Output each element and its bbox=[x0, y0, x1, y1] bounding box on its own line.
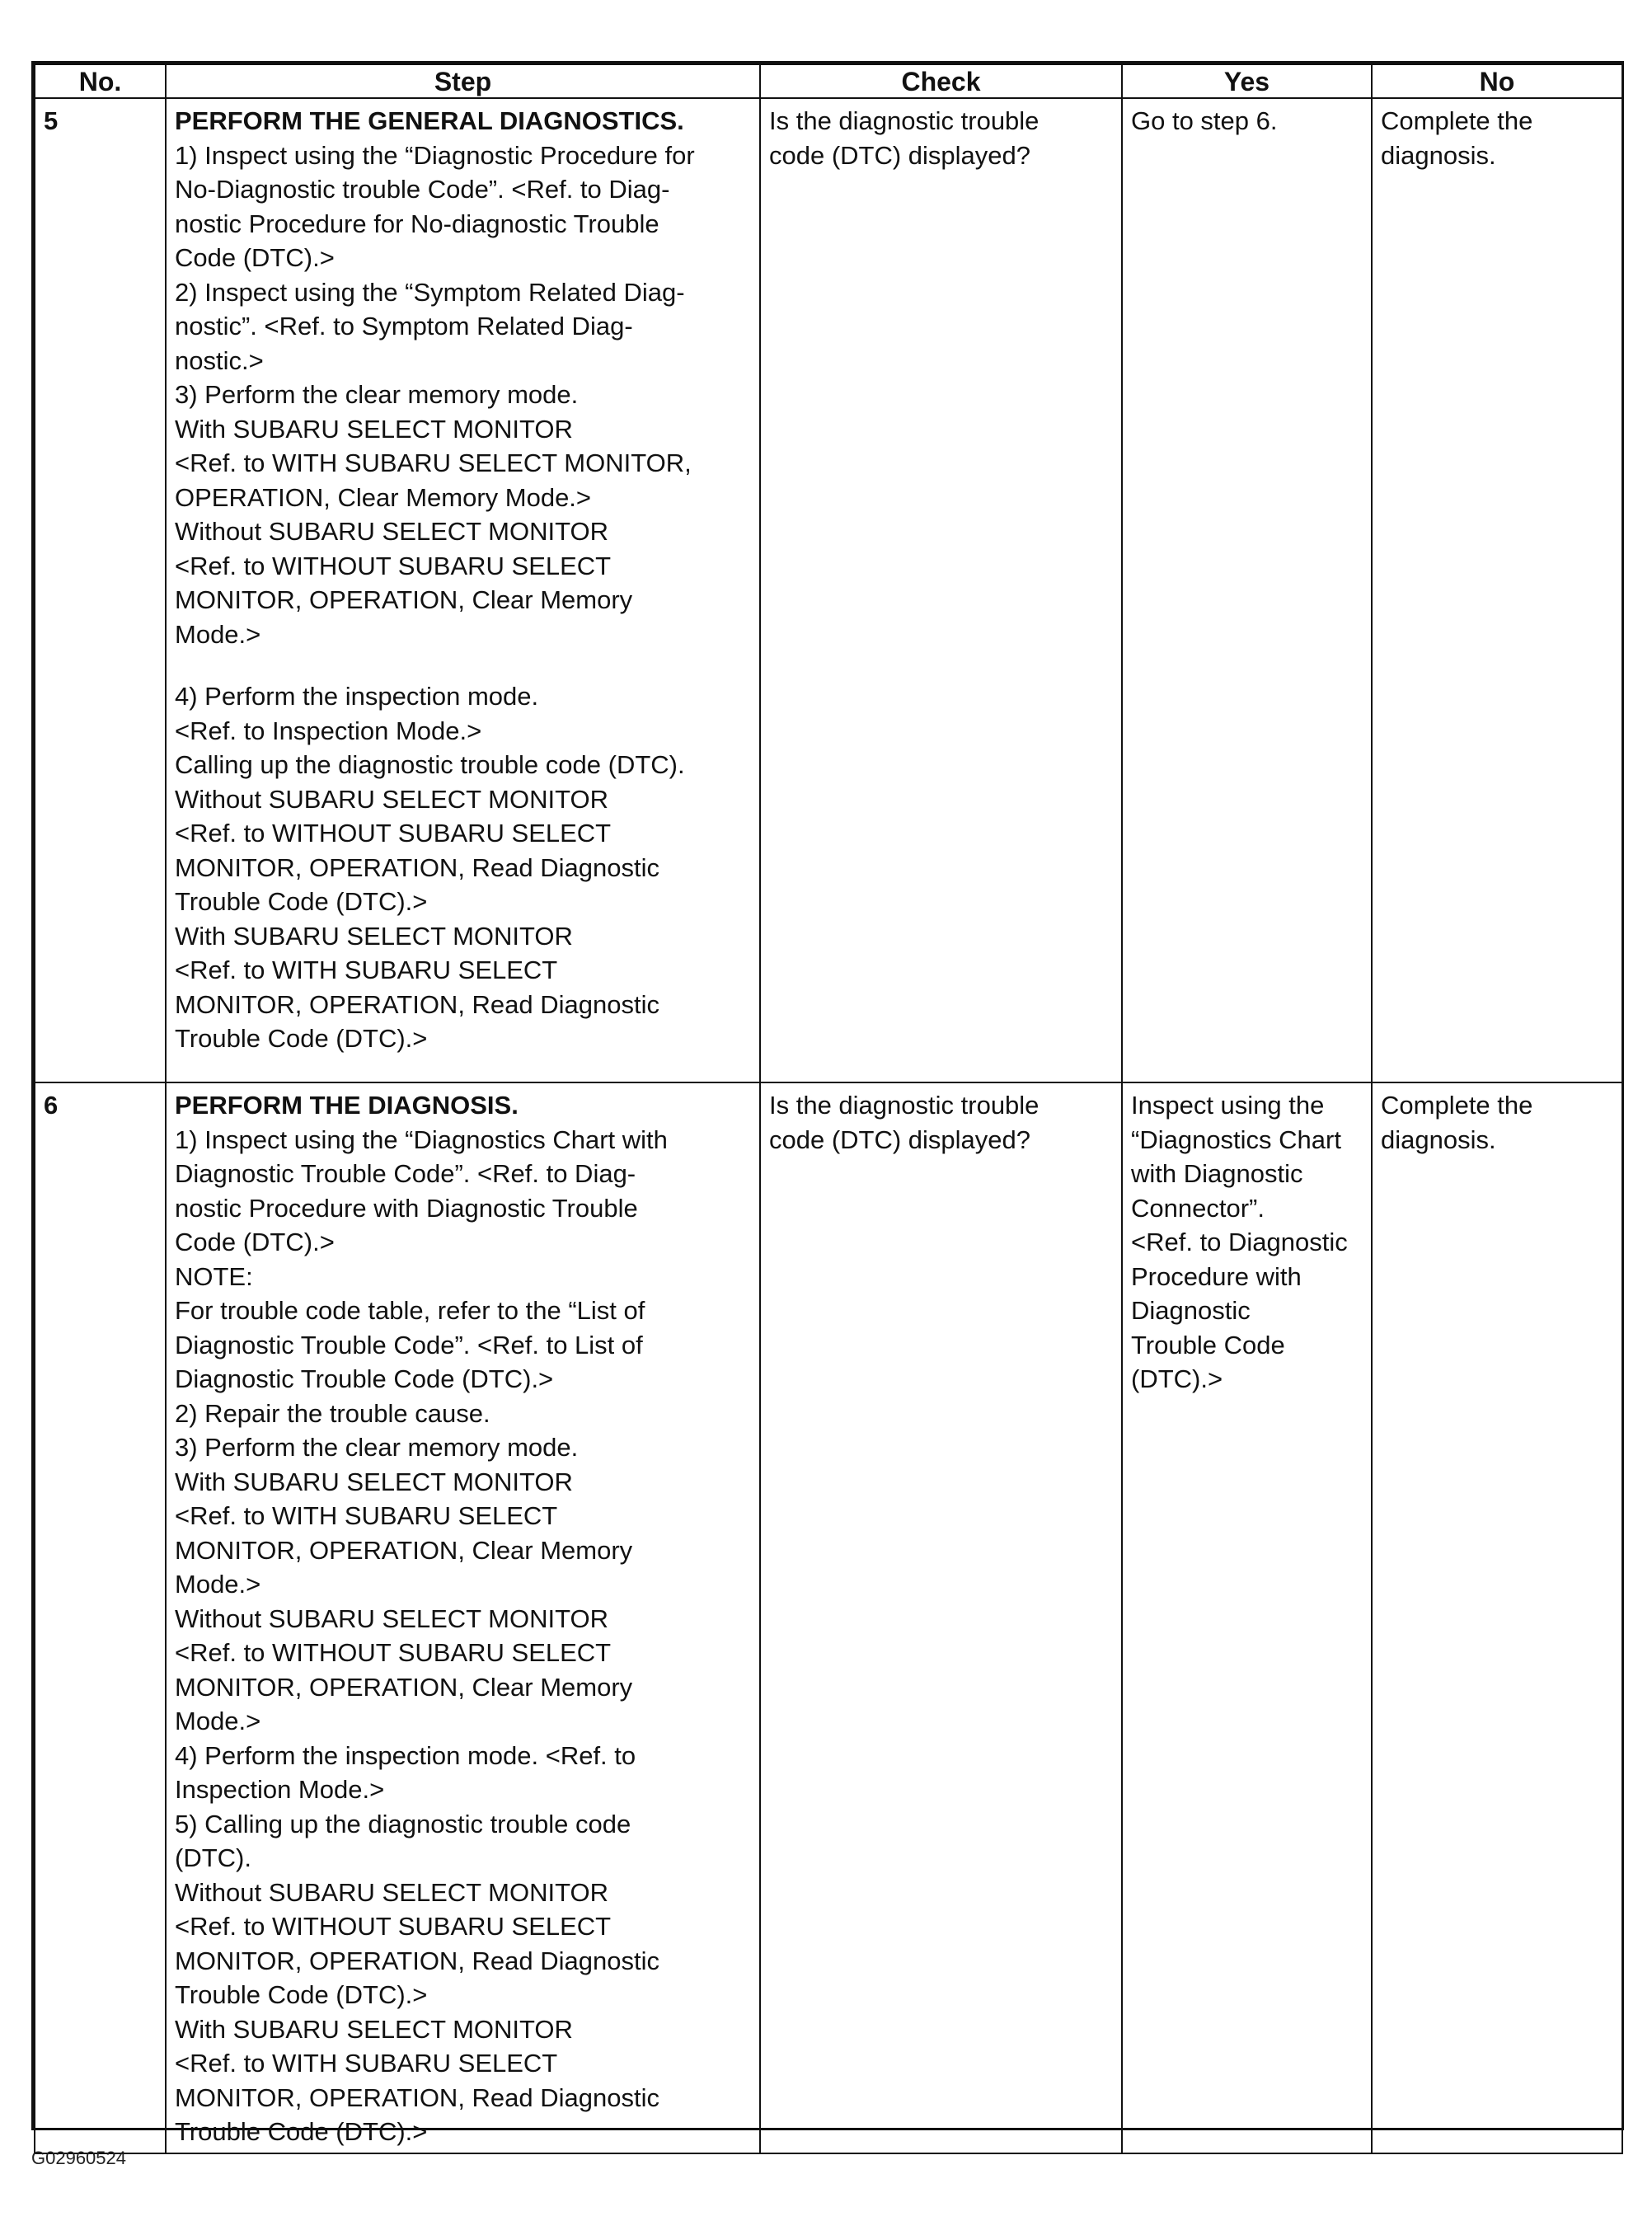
text-line: <Ref. to WITHOUT SUBARU SELECT bbox=[175, 1912, 612, 1941]
text-line: Diagnostic Trouble Code (DTC).> bbox=[175, 1364, 554, 1393]
step-instructions bbox=[175, 1123, 751, 2149]
text-line: <Ref. to Inspection Mode.> bbox=[175, 716, 482, 745]
no-cell bbox=[1372, 98, 1622, 1082]
text-line: Code (DTC).> bbox=[175, 1228, 335, 1256]
header-yes: Yes bbox=[1122, 64, 1372, 98]
text-line: 2) Repair the trouble cause. bbox=[175, 1398, 490, 1428]
text-line: Diagnostic Trouble Code”. <Ref. to List of bbox=[175, 1330, 643, 1359]
text-line: Without SUBARU SELECT MONITOR bbox=[175, 1877, 608, 1907]
header-no-answer: No bbox=[1372, 64, 1622, 98]
diagnostic-table-frame bbox=[31, 61, 1624, 2146]
step-cell bbox=[166, 1082, 760, 2153]
text-line: “Diagnostics Chart bbox=[1131, 1125, 1341, 1154]
diagnostic-steps-table bbox=[34, 63, 1623, 2154]
text-line: For trouble code table, refer to the “List of bbox=[175, 1296, 645, 1325]
text-line: Is the diagnostic trouble bbox=[769, 1091, 1040, 1120]
header-step: Step bbox=[166, 64, 760, 98]
text-line: 4) Perform the inspection mode. <Ref. to bbox=[175, 1740, 636, 1770]
text-line: <Ref. to WITHOUT SUBARU SELECT bbox=[175, 1638, 612, 1667]
text-line: nostic Procedure with Diagnostic Trouble bbox=[175, 1193, 638, 1223]
yes-cell bbox=[1122, 1082, 1372, 2153]
text-line: MONITOR, OPERATION, Clear Memory bbox=[175, 1535, 633, 1565]
yes-cell bbox=[1122, 98, 1372, 1082]
check-cell bbox=[760, 1082, 1122, 2153]
text-line: Code (DTC).> bbox=[175, 243, 335, 272]
text-line: Go to step 6. bbox=[1131, 106, 1278, 135]
text-line: nostic”. <Ref. to Symptom Related Diag- bbox=[175, 312, 633, 340]
text-line: Trouble Code (DTC).> bbox=[175, 887, 428, 916]
text-line: <Ref. to WITH SUBARU SELECT bbox=[175, 2049, 558, 2078]
text-line: Inspection Mode.> bbox=[175, 1775, 385, 1804]
text-line: OPERATION, Clear Memory Mode.> bbox=[175, 482, 592, 512]
text-line: MONITOR, OPERATION, Clear Memory bbox=[175, 1672, 633, 1702]
step-number: 5 bbox=[35, 98, 166, 1082]
step-number: 6 bbox=[35, 1082, 166, 2153]
step-instructions bbox=[175, 139, 751, 652]
text-line: With SUBARU SELECT MONITOR bbox=[175, 414, 573, 444]
no-action bbox=[1381, 1088, 1613, 1157]
text-line: Diagnostic Trouble Code”. <Ref. to Diag- bbox=[175, 1159, 636, 1188]
text-line: 1) Inspect using the “Diagnostics Chart with bbox=[175, 1125, 668, 1154]
text-line: MONITOR, OPERATION, Read Diagnostic bbox=[175, 852, 660, 882]
text-line: Calling up the diagnostic trouble code (DTC). bbox=[175, 750, 685, 779]
text-line: Diagnostic bbox=[1131, 1296, 1251, 1325]
text-line: <Ref. to WITH SUBARU SELECT bbox=[175, 956, 558, 984]
text-line: diagnosis. bbox=[1381, 1125, 1496, 1154]
text-line: NOTE: bbox=[175, 1261, 253, 1291]
yes-action bbox=[1131, 1088, 1363, 1397]
text-line: Inspect using the bbox=[1131, 1091, 1325, 1120]
text-line: nostic Procedure for No-diagnostic Trouble bbox=[175, 209, 659, 238]
no-action bbox=[1381, 104, 1613, 172]
text-line: Without SUBARU SELECT MONITOR bbox=[175, 784, 608, 814]
text-line: With SUBARU SELECT MONITOR bbox=[175, 1467, 573, 1496]
text-line: With SUBARU SELECT MONITOR bbox=[175, 2014, 573, 2044]
text-line: Trouble Code (DTC).> bbox=[175, 1024, 428, 1053]
text-line: Without SUBARU SELECT MONITOR bbox=[175, 517, 608, 546]
text-line: Trouble Code bbox=[1131, 1330, 1285, 1359]
text-line: 3) Perform the clear memory mode. bbox=[175, 1433, 579, 1462]
yes-action bbox=[1131, 104, 1363, 139]
text-line: Mode.> bbox=[175, 619, 261, 649]
step-title: PERFORM THE DIAGNOSIS. bbox=[175, 1091, 519, 1120]
table-header-row bbox=[35, 64, 1622, 98]
text-line: (DTC).> bbox=[1131, 1364, 1223, 1393]
table-row bbox=[35, 1082, 1622, 2153]
text-line: code (DTC) displayed? bbox=[769, 1125, 1031, 1154]
text-line: With SUBARU SELECT MONITOR bbox=[175, 921, 573, 951]
table-row bbox=[35, 98, 1622, 1082]
text-line: MONITOR, OPERATION, Read Diagnostic bbox=[175, 2082, 660, 2112]
text-line: MONITOR, OPERATION, Clear Memory bbox=[175, 585, 633, 614]
text-line: Trouble Code (DTC).> bbox=[175, 2117, 428, 2146]
text-line: <Ref. to WITHOUT SUBARU SELECT bbox=[175, 819, 612, 848]
text-line: Mode.> bbox=[175, 1707, 261, 1735]
step-cell bbox=[166, 98, 760, 1082]
step-title: PERFORM THE GENERAL DIAGNOSTICS. bbox=[175, 106, 684, 135]
text-line: 2) Inspect using the “Symptom Related Diag- bbox=[175, 277, 685, 307]
text-line: <Ref. to WITHOUT SUBARU SELECT bbox=[175, 551, 612, 580]
text-line: MONITOR, OPERATION, Read Diagnostic bbox=[175, 989, 660, 1019]
text-line: Without SUBARU SELECT MONITOR bbox=[175, 1604, 608, 1633]
figure-code: G02960524 bbox=[31, 2148, 126, 2168]
text-line: with Diagnostic bbox=[1131, 1159, 1303, 1188]
text-line: Mode.> bbox=[175, 1570, 261, 1599]
text-line: Trouble Code (DTC).> bbox=[175, 1980, 428, 2009]
check-question bbox=[769, 1088, 1113, 1157]
text-line: <Ref. to WITH SUBARU SELECT MONITOR, bbox=[175, 448, 692, 477]
text-line: No-Diagnostic trouble Code”. <Ref. to Diag- bbox=[175, 175, 670, 204]
text-line: <Ref. to WITH SUBARU SELECT bbox=[175, 1501, 558, 1530]
text-line: <Ref. to Diagnostic bbox=[1131, 1228, 1348, 1256]
text-line: diagnosis. bbox=[1381, 140, 1496, 170]
check-question bbox=[769, 104, 1113, 172]
text-line: 4) Perform the inspection mode. bbox=[175, 682, 539, 711]
text-line: 1) Inspect using the “Diagnostic Procedure for bbox=[175, 140, 695, 170]
header-check: Check bbox=[760, 64, 1122, 98]
header-no: No. bbox=[35, 64, 166, 98]
check-cell bbox=[760, 98, 1122, 1082]
text-line: nostic.> bbox=[175, 345, 264, 375]
no-cell bbox=[1372, 1082, 1622, 2153]
text-line: 3) Perform the clear memory mode. bbox=[175, 380, 579, 409]
text-line: Is the diagnostic trouble bbox=[769, 106, 1040, 135]
text-line: Complete the bbox=[1381, 106, 1533, 135]
step-instructions-continued bbox=[175, 679, 751, 1056]
text-line: Complete the bbox=[1381, 1091, 1533, 1120]
text-line: Procedure with bbox=[1131, 1261, 1302, 1291]
text-line: (DTC). bbox=[175, 1843, 251, 1872]
text-line: Connector”. bbox=[1131, 1193, 1265, 1223]
text-line: 5) Calling up the diagnostic trouble code bbox=[175, 1809, 631, 1838]
text-line: MONITOR, OPERATION, Read Diagnostic bbox=[175, 1946, 660, 1975]
text-line: code (DTC) displayed? bbox=[769, 140, 1031, 170]
